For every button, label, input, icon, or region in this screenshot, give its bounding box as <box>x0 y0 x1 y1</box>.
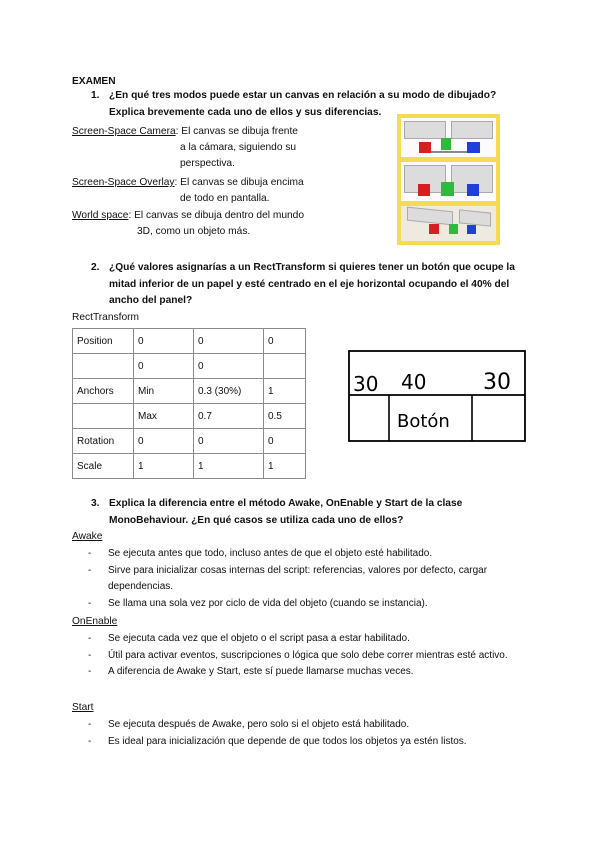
q3-line: MonoBehaviour. ¿En qué casos se utiliza cada uno de ellos? <box>109 514 404 526</box>
table-cell: Position <box>73 329 134 354</box>
table-row <box>73 454 306 479</box>
table-cell: 0.5 <box>264 404 306 429</box>
mode-desc: perspectiva. <box>180 158 235 169</box>
mode-desc: : El canvas se dibuja frente <box>175 126 298 137</box>
table-cell: 1 <box>194 454 264 479</box>
table-row <box>73 404 306 429</box>
mini-panel <box>407 207 453 226</box>
mini-panel <box>451 121 493 139</box>
table-cell: 0.7 <box>194 404 264 429</box>
table-cell: 1 <box>264 454 306 479</box>
table-row <box>73 379 306 404</box>
mode-desc: : El canvas se dibuja encima <box>174 177 304 188</box>
mode-overlay <box>72 175 304 191</box>
blue-cube <box>467 142 480 153</box>
q3-question <box>109 496 528 529</box>
section-title-start: Start <box>72 702 94 713</box>
table-cell: 0 <box>194 329 264 354</box>
mode-desc: de todo en pantalla. <box>180 193 270 204</box>
table-cell: 0.3 (30%) <box>194 379 264 404</box>
q1-line: Explica brevemente cada uno de ellos y sus diferencias. <box>109 106 382 118</box>
mode-desc: 3D, como un objeto más. <box>137 226 251 237</box>
width-label-middle: 40 <box>401 370 427 394</box>
table-row <box>73 329 306 354</box>
table-cell <box>73 354 134 379</box>
mode-desc: a la cámara, siguiendo su <box>180 142 297 153</box>
list-item: - Se ejecuta cada vez que el objeto o el script pasa a estar habilitado. <box>88 631 528 648</box>
world-mode-thumbnail <box>401 206 496 241</box>
onenable-bullets <box>88 631 528 681</box>
list-item: - Sirve para inicializar cosas internas del script: referencias, valores por defecto, cargar dependencias. <box>88 563 528 596</box>
mode-camera <box>72 124 298 140</box>
mode-world <box>72 208 304 224</box>
q2-question <box>109 260 528 310</box>
recttransform-table <box>72 328 306 479</box>
q1-number: 1. <box>91 90 100 101</box>
mode-name: Screen-Space Overlay <box>72 177 175 188</box>
list-item: - Útil para activar eventos, suscripciones o lógica que solo debe correr mientras esté activo. <box>88 648 528 665</box>
table-cell <box>264 354 306 379</box>
table-cell: 0 <box>264 329 306 354</box>
table-cell: Scale <box>73 454 134 479</box>
mode-desc: : El canvas se dibuja dentro del mundo <box>128 210 304 221</box>
green-cube <box>449 224 458 234</box>
q2-number: 2. <box>91 262 100 273</box>
button-layout-sketch <box>345 345 530 445</box>
q3-line: Explica la diferencia entre el método Awake, OnEnable y Start de la clase <box>109 498 463 509</box>
section-title-onenable: OnEnable <box>72 616 118 627</box>
width-label-right: 30 <box>483 370 511 395</box>
start-bullets <box>88 717 528 750</box>
table-cell: Min <box>134 379 194 404</box>
green-cube <box>441 138 451 150</box>
list-item: - Se ejecuta después de Awake, pero solo si el objeto está habilitado. <box>88 717 528 734</box>
mode-name: Screen-Space Camera <box>72 126 176 137</box>
section-title-awake: Awake <box>72 531 103 542</box>
list-item: - A diferencia de Awake y Start, este sí puede llamarse muchas veces. <box>88 664 528 681</box>
overlay-mode-thumbnail <box>401 162 496 201</box>
table-cell: 0 <box>134 354 194 379</box>
table-cell: 0 <box>134 329 194 354</box>
blue-cube <box>467 225 476 234</box>
table-title: RectTransform <box>72 312 139 323</box>
table-cell: 0 <box>134 429 194 454</box>
green-cube <box>441 182 454 196</box>
width-label-left: 30 <box>353 372 379 396</box>
table-cell: 1 <box>264 379 306 404</box>
table-cell: Rotation <box>73 429 134 454</box>
render-modes-image <box>397 114 500 245</box>
table-cell: 0 <box>194 354 264 379</box>
table-cell: 0 <box>194 429 264 454</box>
table-cell: Max <box>134 404 194 429</box>
q2-line: mitad inferior de un papel y esté centrado en el eje horizontal ocupando el 40% del <box>109 278 510 290</box>
list-item: - Se llama una sola vez por ciclo de vida del objeto (cuando se instancia). <box>88 596 528 613</box>
table-cell: 0 <box>264 429 306 454</box>
table-cell: 1 <box>134 454 194 479</box>
red-cube <box>419 142 431 153</box>
q1-line: ¿En qué tres modos puede estar un canvas en relación a su modo de dibujado? <box>109 90 497 101</box>
table-row <box>73 429 306 454</box>
q3-number: 3. <box>91 498 100 509</box>
camera-mode-thumbnail <box>401 118 496 157</box>
red-cube <box>418 184 430 196</box>
exam-title: EXAMEN <box>72 76 116 87</box>
blue-cube <box>467 184 479 196</box>
q2-line: ancho del panel? <box>109 295 193 306</box>
mini-panel <box>404 121 446 139</box>
button-label: Botón <box>397 411 450 432</box>
ground-line <box>431 151 469 153</box>
red-cube <box>429 224 439 234</box>
table-cell: Anchors <box>73 379 134 404</box>
mode-name: World space <box>72 210 129 221</box>
awake-bullets <box>88 546 528 612</box>
table-row <box>73 354 306 379</box>
table-cell <box>73 404 134 429</box>
q2-line: ¿Qué valores asignarías a un RectTransform si quieres tener un botón que ocupe la <box>109 262 515 273</box>
list-item: - Se ejecuta antes que todo, incluso antes de que el objeto esté habilitado. <box>88 546 528 563</box>
list-item: - Es ideal para inicialización que depende de que todos los objetos ya estén listos. <box>88 734 528 751</box>
